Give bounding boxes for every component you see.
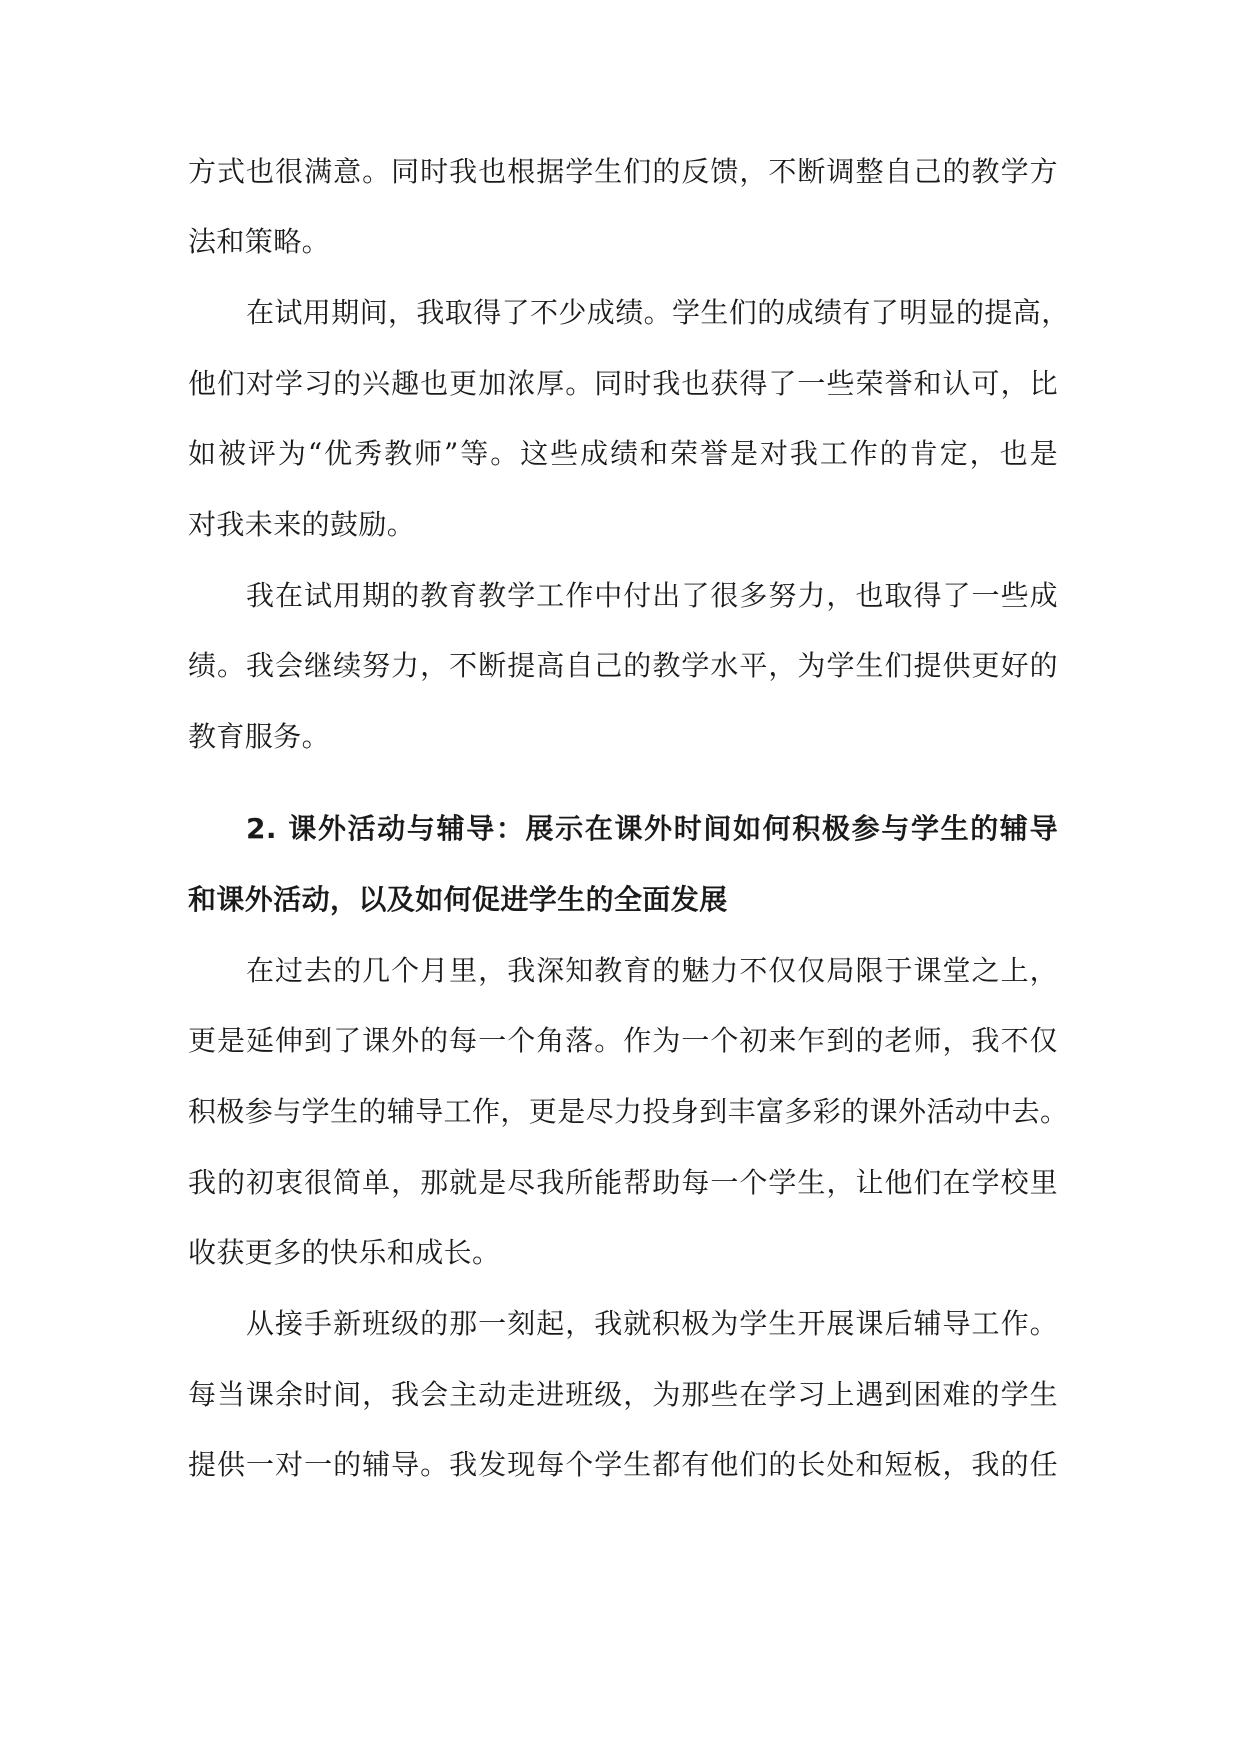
text-line: 更是延伸到了课外的每一个角落。作为一个初来乍到的老师，我不仅 (188, 1024, 1058, 1057)
text-line: 法和策略。 (188, 225, 331, 258)
text-line: 在过去的几个月里，我深知教育的魅力不仅仅局限于课堂之上， (246, 954, 1058, 987)
text-line: 提供一对一的辅导。我发现每个学生都有他们的长处和短板，我的任 (188, 1448, 1058, 1481)
text-line: 对我未来的鼓励。 (188, 508, 416, 541)
text-line: 我的初衷很简单，那就是尽我所能帮助每一个学生，让他们在学校里 (188, 1166, 1058, 1199)
text-line: 每当课余时间，我会主动走进班级，为那些在学习上遇到困难的学生 (188, 1378, 1058, 1411)
text-line: 方式也很满意。同时我也根据学生们的反馈，不断调整自己的教学方 (188, 155, 1058, 188)
section-heading: 2. 课外活动与辅导：展示在课外时间如何积极参与学生的辅导 (246, 812, 1058, 845)
section-heading: 和课外活动，以及如何促进学生的全面发展 (188, 883, 728, 916)
text-line: 教育服务。 (188, 720, 331, 753)
text-line: 绩。我会继续努力，不断提高自己的教学水平，为学生们提供更好的 (188, 649, 1058, 682)
text-line: 如被评为“优秀教师”等。这些成绩和荣誉是对我工作的肯定，也是 (188, 437, 1058, 470)
text-line: 他们对学习的兴趣也更加浓厚。同时我也获得了一些荣誉和认可，比 (188, 367, 1058, 400)
text-line: 我在试用期的教育教学工作中付出了很多努力，也取得了一些成 (246, 579, 1058, 612)
text-line: 收获更多的快乐和成长。 (188, 1236, 501, 1269)
text-line: 在试用期间，我取得了不少成绩。学生们的成绩有了明显的提高， (246, 296, 1070, 329)
text-line: 积极参与学生的辅导工作，更是尽力投身到丰富多彩的课外活动中去。 (188, 1095, 1069, 1128)
text-line: 从接手新班级的那一刻起，我就积极为学生开展课后辅导工作。 (246, 1307, 1058, 1340)
